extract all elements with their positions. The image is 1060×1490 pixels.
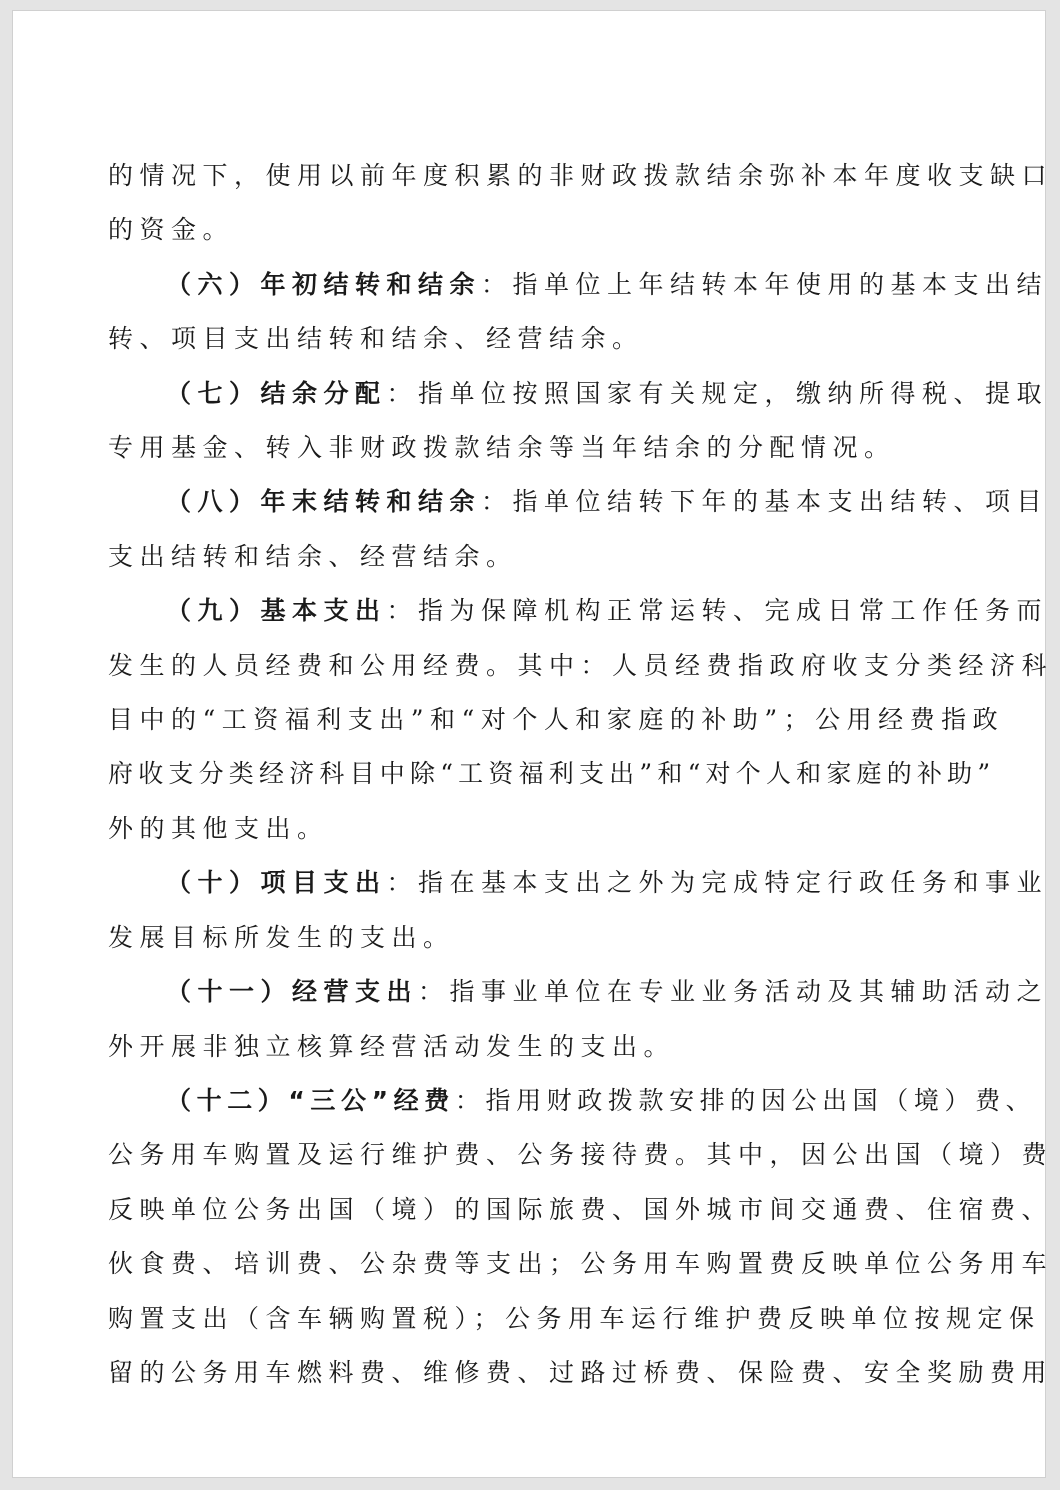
term-heading: （十一）经营支出 bbox=[166, 977, 419, 1007]
paragraph-item-8 bbox=[108, 475, 1049, 584]
text-line-first bbox=[108, 367, 1049, 421]
term-heading: （八）年末结转和结余 bbox=[166, 487, 482, 517]
text-line: 目中的“工资福利支出”和“对个人和家庭的补助”；公用经费指政 bbox=[108, 705, 1005, 735]
term-definition: ：指单位结转下年的基本支出结转、项目 bbox=[481, 487, 1049, 517]
text-line: 的情况下，使用以前年度积累的非财政拨款结余弥补本年度收支缺口 bbox=[108, 161, 1054, 190]
text-line-first bbox=[108, 258, 1049, 312]
text-line: 转、项目支出结转和结余、经营结余。 bbox=[108, 324, 644, 354]
paragraph-item-11 bbox=[108, 965, 1049, 1074]
text-line: 购置支出（含车辆购置税）；公务用车运行维护费反映单位按规定保 bbox=[108, 1303, 1041, 1333]
term-definition: ：指为保障机构正常运转、完成日常工作任务而 bbox=[386, 596, 1049, 626]
text-line: 外开展非独立核算经营活动发生的支出。 bbox=[108, 1031, 676, 1061]
paragraph-item-7 bbox=[108, 367, 1049, 476]
text-line: 反映单位公务出国（境）的国际旅费、国外城市间交通费、住宿费、 bbox=[108, 1194, 1054, 1224]
text-line: 公务用车购置及运行维护费、公务接待费。其中，因公出国（境）费 bbox=[108, 1140, 1054, 1170]
term-heading: （十二）“三公”经费 bbox=[166, 1085, 455, 1115]
term-definition: ：指用财政拨款安排的因公出国（境）费、 bbox=[454, 1085, 1037, 1115]
text-line: 府收支分类经济科目中除“工资福利支出”和“对个人和家庭的补助” bbox=[108, 759, 996, 789]
term-definition: ：指单位上年结转本年使用的基本支出结 bbox=[481, 269, 1049, 299]
document-page bbox=[12, 10, 1054, 1478]
text-line: 支出结转和结余、经营结余。 bbox=[108, 541, 518, 571]
text-line: 发展目标所发生的支出。 bbox=[108, 922, 455, 952]
text-line: 的资金。 bbox=[108, 215, 235, 245]
paragraph-continuation bbox=[108, 149, 1054, 258]
term-definition: ：指单位按照国家有关规定，缴纳所得税、提取 bbox=[386, 378, 1049, 408]
term-heading: （七）结余分配 bbox=[166, 378, 387, 408]
paragraph-item-12 bbox=[108, 1074, 1054, 1400]
text-line-first bbox=[108, 856, 1049, 910]
paragraph-item-10 bbox=[108, 856, 1049, 965]
text-line: 发生的人员经费和公用经费。其中：人员经费指政府收支分类经济科 bbox=[108, 650, 1054, 680]
text-line-first bbox=[108, 584, 1049, 638]
text-line: 外的其他支出。 bbox=[108, 813, 329, 843]
paragraph-item-6 bbox=[108, 258, 1049, 367]
term-heading: （十）项目支出 bbox=[166, 868, 387, 898]
term-heading: （六）年初结转和结余 bbox=[166, 269, 482, 299]
term-heading: （九）基本支出 bbox=[166, 596, 387, 626]
text-line-first bbox=[108, 475, 1049, 529]
text-line: 留的公务用车燃料费、维修费、过路过桥费、保险费、安全奖励费用 bbox=[108, 1357, 1054, 1387]
paragraph-item-9 bbox=[108, 584, 1054, 856]
text-line: 伙食费、培训费、公杂费等支出；公务用车购置费反映单位公务用车 bbox=[108, 1249, 1054, 1279]
term-definition: ：指在基本支出之外为完成特定行政任务和事业 bbox=[386, 868, 1049, 898]
term-definition: ：指事业单位在专业业务活动及其辅助活动之 bbox=[418, 977, 1049, 1007]
text-line-first bbox=[108, 965, 1049, 1019]
document-body bbox=[108, 149, 1054, 1400]
text-line-first bbox=[108, 1074, 1037, 1128]
text-line: 专用基金、转入非财政拨款结余等当年结余的分配情况。 bbox=[108, 433, 896, 463]
